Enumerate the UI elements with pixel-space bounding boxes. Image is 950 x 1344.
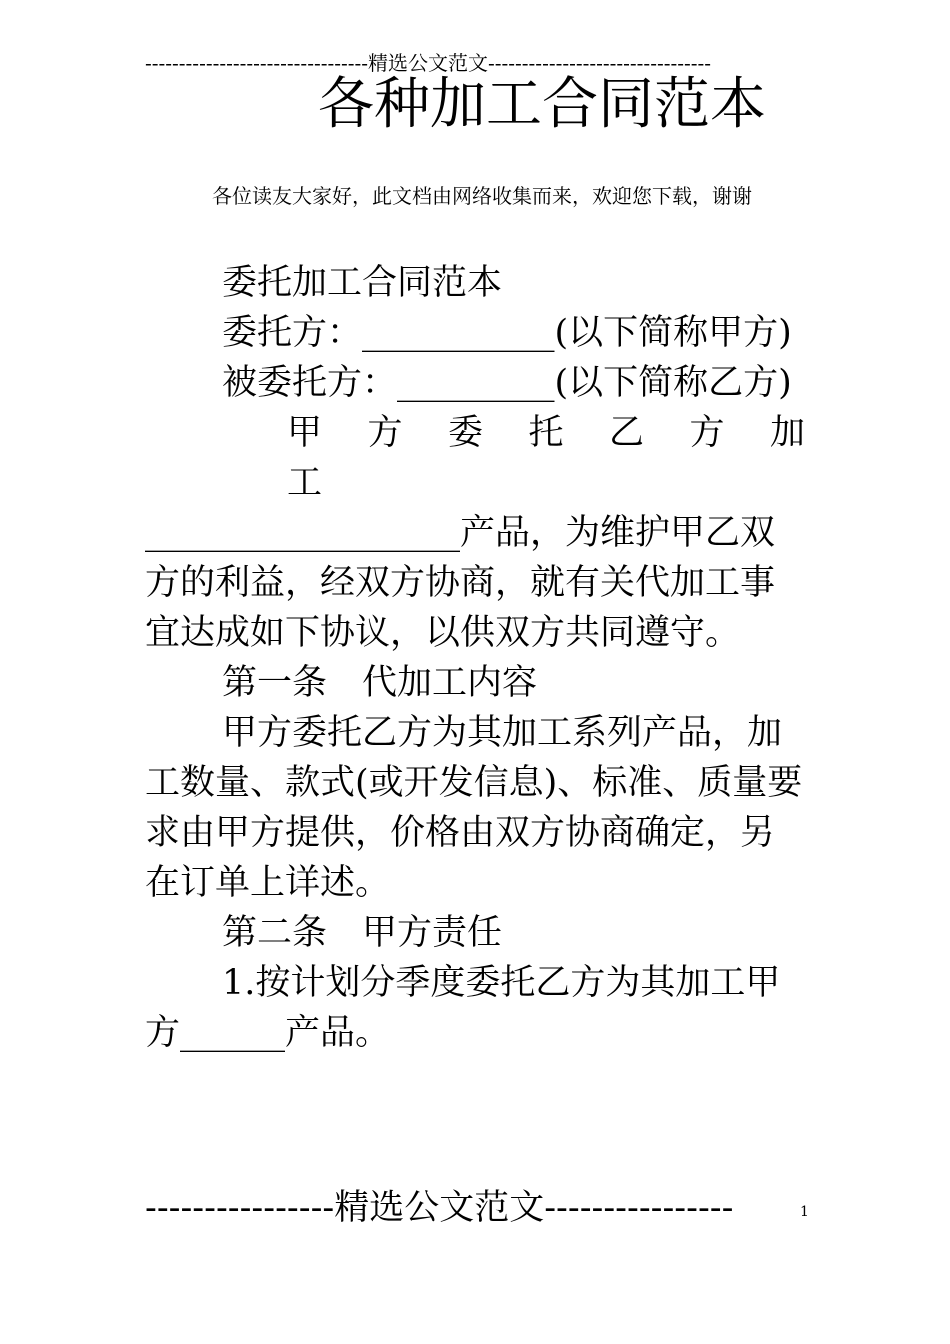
intro-paragraph: __________________产品，为维护甲乙双方的利益，经双方协商，就有关代加工事宜达成如下协议，以供双方共同遵守。	[145, 513, 776, 653]
article-1-heading: 第一条 代加工内容	[222, 663, 538, 703]
article-2-item-1: 1.按计划分季度委托乙方为其加工甲方______产品。	[145, 963, 781, 1053]
article-1-text: 甲方委托乙方为其加工系列产品，加工数量、款式(或开发信息)、标准、质量要求由甲方提供，价格由双方协商确定，另在订单上详述。	[145, 713, 803, 903]
contract-subtitle: 委托加工合同范本	[222, 263, 503, 303]
intro-first-line	[145, 408, 841, 508]
greeting-line: 各位读友大家好，此文档由网络收集而来，欢迎您下载，谢谢	[212, 184, 752, 208]
party-b-line: 被委托方：_________(以下简称乙方)	[222, 363, 792, 403]
document-title: 各种加工合同范本	[318, 72, 766, 137]
page-header: ---------------------------------精选公文范文---------------------------------	[145, 51, 712, 75]
article-2-heading: 第二条 甲方责任	[222, 913, 503, 953]
document-body	[145, 258, 841, 1058]
intro-line1-text: 甲 方 委 托 乙 方 加 工	[287, 413, 841, 503]
party-a-line: 委托方：___________(以下简称甲方)	[222, 313, 792, 353]
page-number: 1	[800, 1204, 809, 1220]
page-footer: ----------------精选公文范文----------------	[145, 1188, 734, 1228]
